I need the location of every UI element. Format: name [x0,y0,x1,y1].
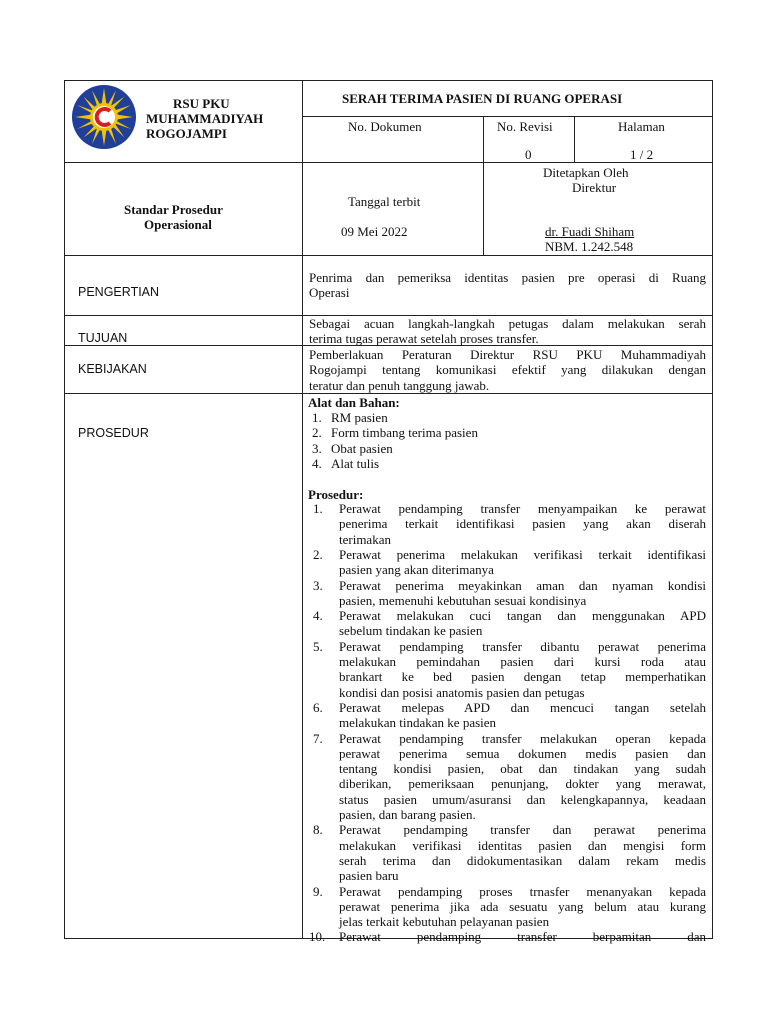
pengertian-text [309,270,706,301]
ditetapkan-oleh: Ditetapkan Oleh [543,165,629,180]
divider-kebijakan-bottom [64,393,713,394]
step-number: 6. [313,699,323,715]
pengertian-label: PENGERTIAN [78,285,160,299]
step-line: Perawat penerima melakukan verifikasi terkait identifikasi [339,546,706,562]
alat-item: Obat pasien [331,440,393,456]
kebijakan-text [309,347,706,393]
step-line: Perawat pendamping proses trnasfer menanyakan kepada [339,883,706,899]
kebijakan-line: Rogojampi tentang komunikasi efektif yang dilakukan dengan [309,362,706,378]
step-text [339,501,706,547]
step-line: pasien, dan barang pasien. [339,806,476,822]
prosedur-heading: Prosedur: [308,487,364,502]
step-line: brankart ke bed pasien dengan tetap memperhatikan [339,669,706,685]
step-line: Perawat pendamping transfer dibantu perawat penerima [339,638,706,654]
no-revisi-value: 0 [525,147,532,162]
step-line: tentang kondisi pasien, obat dan tindakan yang sudah [339,761,706,777]
step-line: melakukan verifikasi identitas pasien dan mengisi form [339,837,706,853]
step-text [339,822,706,883]
step-line: pasien, memenuhi kebutuhan sesuai kondisinya [339,592,587,608]
step-number: 3. [313,577,323,593]
director-name: dr. Fuadi Shiham [545,224,635,239]
sop-label-line-1: Standar Prosedur [124,202,223,217]
step-line: pasien yang akan diterimanya [339,562,494,578]
kebijakan-label: KEBIJAKAN [78,362,147,376]
divider-header-bottom [64,162,713,163]
halaman-value: 1 / 2 [630,147,654,162]
step-number: 2. [313,546,323,562]
hospital-logo-icon [71,84,137,150]
tujuan-line: Sebagai acuan langkah-langkah petugas dalam melakukan serah [309,316,706,331]
pengertian-line: Penrima dan pemeriksa identitas pasien pre operasi di Ruang [309,270,706,285]
tujuan-line: terima tugas perawat setelah proses transfer. [309,331,539,347]
step-line: kondisi dan posisi anatomis pasien dan petugas [339,684,585,700]
step-number: 8. [313,822,323,838]
divider-sop-bottom [64,255,713,256]
step-line: Perawat penerima meyakinkan aman dan nyaman kondisi [339,577,706,593]
tanggal-terbit-label: Tanggal terbit [348,194,421,209]
step-text [339,731,706,823]
step-text [339,884,706,930]
step-line: Perawat pendamping transfer melakukan operan kepada [339,730,706,746]
step-line: melakukan pemindahan pasien dari kursi roda atau [339,653,706,669]
director-nbm: NBM. 1.242.548 [545,239,634,254]
prosedur-label: PROSEDUR [78,426,149,440]
step-line: Perawat melepas APD dan mencuci tangan setelah [339,699,706,715]
step-line: status pasien umum/asuransi dan kelengkapannya, keadaan [339,791,706,807]
pengertian-line: Operasi [309,285,350,301]
alat-item-number: 3. [312,440,322,456]
step-number: 1. [313,501,323,516]
step-line: sebelum tindakan ke pasien [339,623,483,639]
kebijakan-line: Pemberlakuan Peraturan Direktur RSU PKU Muhammadiyah [309,347,706,362]
step-number: 4. [313,608,323,624]
divider-revisi-left [483,116,484,255]
step-line: perawat penerima jika ada sesuatu yang belum atau kurang [339,898,706,914]
alat-item: RM pasien [331,410,388,425]
step-text [339,929,706,944]
sop-label-line-2: Operasional [144,217,212,232]
step-line: terimakan [339,531,391,547]
divider-title-row [302,116,713,117]
tujuan-text [309,316,706,347]
alat-heading: Alat dan Bahan: [308,395,400,410]
step-line: penerima terkait identifikasi pasien yang akan diserah [339,516,706,532]
step-text [339,547,706,578]
step-line: perawat penerima semua dokumen medis pasien dan [339,745,706,761]
step-line: serah terima dan didokumentasikan dalam rekam medis [339,852,706,868]
halaman-label: Halaman [618,119,665,134]
tanggal-terbit-value: 09 Mei 2022 [341,224,408,239]
hospital-name-line-1: RSU PKU [173,96,230,111]
step-text [339,608,706,639]
tujuan-label: TUJUAN [78,331,128,345]
step-text [339,700,706,731]
step-line: melakukan tindakan ke pasien [339,715,497,731]
step-text [339,639,706,700]
step-line: pasien baru [339,868,399,884]
table-border-left [64,80,65,939]
alat-item-number: 1. [312,410,322,425]
step-line: Perawat pendamping transfer dan perawat penerima [339,822,706,838]
no-revisi-label: No. Revisi [497,119,553,134]
divider-vertical-main [302,80,303,938]
step-number: 7. [313,730,323,746]
step-text [339,578,706,609]
step-line: Perawat pendamping transfer menyampaikan ke perawat [339,501,706,516]
divider-revisi-right [574,116,575,162]
table-border-right [712,80,713,939]
no-dokumen-label: No. Dokumen [348,119,422,134]
alat-item-number: 4. [312,455,322,471]
hospital-name-line-2: MUHAMMADIYAH [146,111,264,126]
step-line: Perawat pendamping transfer berpamitan dan [339,929,706,945]
step-number: 9. [313,883,323,899]
alat-item-number: 2. [312,425,322,441]
step-line: jelas terkait kebutuhan pelayanan pasien [339,914,550,930]
kebijakan-line: teratur dan penuh tanggung jawab. [309,377,490,393]
step-number: 5. [313,638,323,654]
alat-item: Alat tulis [331,455,380,471]
hospital-name-line-3: ROGOJAMPI [146,126,227,141]
alat-item: Form timbang terima pasien [331,425,478,441]
table-border-top [64,80,713,81]
document-title: SERAH TERIMA PASIEN DI RUANG OPERASI [342,91,623,106]
ditetapkan-direktur: Direktur [572,180,617,195]
step-line: diberikan, pemeriksaan penunjang, dokter yang merawat, [339,776,706,792]
step-line: Perawat melakukan cuci tangan dan menggunakan APD [339,608,706,624]
step-number: 10. [309,929,326,945]
